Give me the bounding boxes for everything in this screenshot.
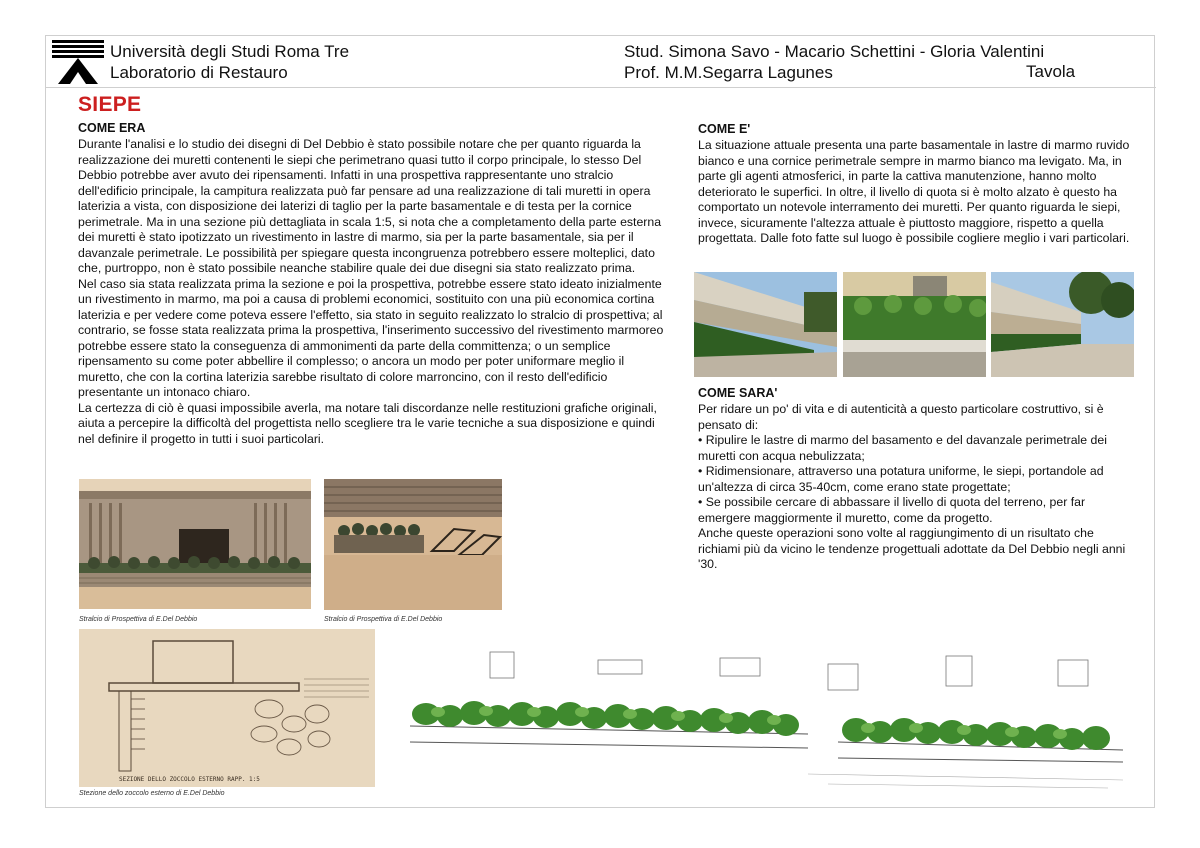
hedge-project-sketch [408, 634, 1128, 794]
come-era-heading: COME ERA [78, 121, 146, 135]
come-sara-outro: Anche queste operazioni sono volte al raggiungimento di un risultato che richiami più da vicino le tendenze progettuali adottate da Del Debbio negli anni '30. [698, 526, 1126, 571]
section-drawing-label: SEZIONE DELLO ZOCCOLO ESTERNO RAPP. 1:5 [119, 776, 260, 783]
come-sara-bullet-2: • Ridimensionare, attraverso una potatura uniforme, le siepi, portandole ad un'altezza di circa 35-40cm, come erano state progettate; [698, 464, 1128, 495]
caption-perspective-1: Stralcio di Prospettiva di E.Del Debbio [79, 616, 198, 623]
site-photo-3 [991, 272, 1134, 377]
come-era-paragraph-2: Nel caso sia stata realizzata prima la sezione e poi la prospettiva, potrebbe essere stato ideato inizialmente un rivestimento in marmo, ma poi a causa di problemi economici, sostituito con una più economica cortina laterizia e per vedere come poteva essere l'effetto, sia stato in seguito realizzato lo stralcio di prospettiva; al contrario, se fosse stata realizzata prima la prospettiva, l'inserimento successivo del rivestimento marmoreo potrebbe essere stato la conseguenza di ammonimenti da parte della committenza; o un semplice ripensamento su come poter abbellire il complesso; o ancora un modo per poter uniformare meglio il muretto, che con la cortina laterizia sarebbe risultato di colore marroncino, con il resto dell'edificio presentante un intonaco chiaro. [78, 276, 664, 399]
come-sara-list [698, 433, 1128, 526]
university-logo [52, 40, 104, 84]
page-title: SIEPE [78, 93, 142, 116]
come-era-text [78, 137, 666, 447]
authors-block [624, 41, 1084, 83]
professor-name: Prof. M.M.Segarra Lagunes [624, 63, 833, 82]
header [46, 36, 1156, 88]
poster-sheet [45, 35, 1155, 808]
tavola-label: Tavola [1026, 62, 1076, 81]
come-sara-bullet-3: • Se possibile cercare di abbassare il livello di quota del terreno, per far emergere maggiormente il muretto, come da progetto. [698, 495, 1128, 526]
come-sara-text [698, 402, 1128, 573]
come-era-paragraph-1: Durante l'analisi e lo studio dei disegni di Del Debbio è stato possibile notare che per quanto riguarda la realizzazione dei muretti contenenti le siepi che perimetrano quasi tutto il corpo principale, lo stesso Del Debbio potrebbe aver avuto dei ripensamenti. Infatti in una prospettiva rappresentante uno stralcio dell'edificio principale, la campitura realizzata può far pensare ad una realizzazione di tali muretti in opera laterizia a vista, con disposizione dei laterizi di taglio per la parte basamentale e di testa per la cornice perimetrale. Ma in una sezione più dettagliata in scala 1:5, si nota che a completamento della parte esterna dei muretti è stato ipotizzato un rivestimento in lastre di marmo, sia per la parte basamentale, sia per il davanzale perimetrale. Le possibilità per spiegare questa incongruenza potrebbero essere molteplici, dato che, purtroppo, non è stato possibile neanche stabilire quale dei due disegni sia stato realizzato prima. [78, 137, 662, 275]
perspective-drawing-2 [324, 479, 502, 610]
students-names: Stud. Simona Savo - Macario Schettini - Gloria Valentini [624, 42, 1045, 61]
perspective-drawing-1 [79, 479, 311, 609]
caption-perspective-2: Stralcio di Prospettiva di E.Del Debbio [324, 616, 443, 623]
university-block [110, 41, 349, 83]
university-name: Università degli Studi Roma Tre [110, 42, 350, 61]
come-sara-intro: Per ridare un po' di vita e di autenticità a questo particolare costruttivo, si è pensato di: [698, 402, 1104, 432]
site-photo-2 [843, 272, 986, 377]
come-era-paragraph-3: La certezza di ciò è quasi impossibile averla, ma notare tali discordanze nelle restituzioni grafiche originali, aiuta a percepire la difficoltà del progettista nello scegliere tra le varie tecniche a sua disposizione e quindi nel definire il progetto in tutti i suoi particolari. [78, 400, 657, 446]
site-photo-1 [694, 272, 837, 377]
section-drawing [79, 629, 375, 787]
come-sara-heading: COME SARA' [698, 386, 778, 400]
lab-name: Laboratorio di Restauro [110, 63, 288, 82]
come-e-text: La situazione attuale presenta una parte basamentale in lastre di marmo ruvido bianco e una cornice perimetrale sempre in marmo bianco ma levigato. Ma, in parte gli agenti atmosferici, in parte la cattiva manutenzione, hanno molto deteriorato le superfici. In oltre, il livello di quota si è molto alzato è questo ha comportato un notevole interramento dei muretti. Per quanto riguarda le siepi, invece, sicuramente l'altezza attuale è piuttosto maggiore, rispetto a quella progettata. Dalle foto fatte sul luogo è possibile cogliere meglio i vari particolari. [698, 138, 1130, 245]
caption-section: Stezione dello zoccolo esterno di E.Del Debbio [79, 790, 225, 797]
come-e-heading: COME E' [698, 122, 751, 136]
come-sara-bullet-1: • Ripulire le lastre di marmo del basamento e del davanzale perimetrale dei muretti con acqua nebulizzata; [698, 433, 1128, 464]
